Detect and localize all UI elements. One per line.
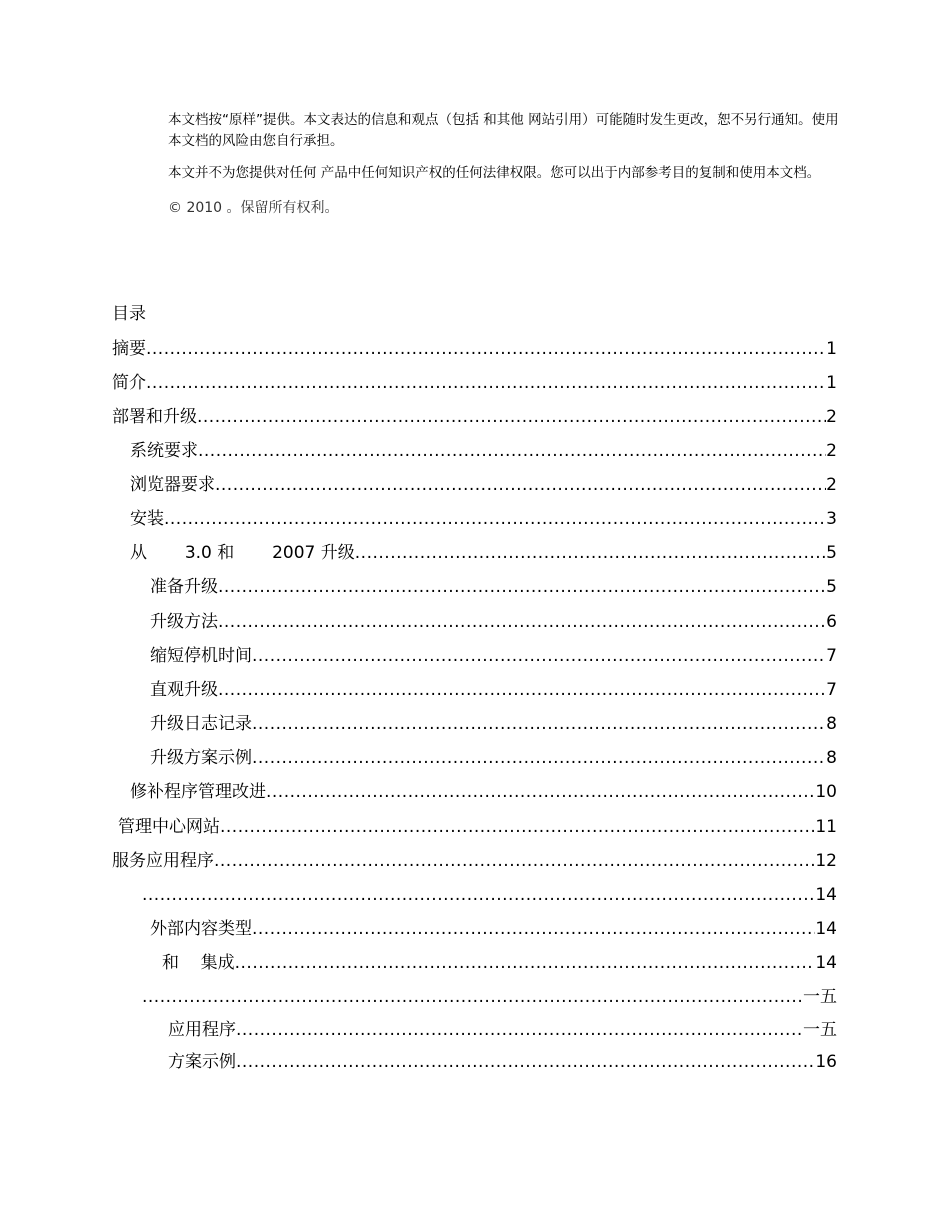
toc-leader-dots bbox=[218, 575, 826, 599]
toc-page-number: 1 bbox=[826, 373, 837, 393]
toc-entry-label: 方案示例 bbox=[168, 1052, 236, 1072]
disclaimer-paragraph-2: 本文并不为您提供对任何 产品中任何知识产权的任何法律权限。您可以出于内部参考目的复制和使用本文档。 bbox=[168, 165, 821, 181]
toc-leader-dots bbox=[235, 951, 816, 975]
toc-page-number: 16 bbox=[815, 1052, 837, 1072]
toc-page-number: 2 bbox=[826, 407, 837, 427]
toc-leader-dots bbox=[252, 746, 826, 770]
toc-page-number: 5 bbox=[826, 543, 837, 563]
toc-entry-untitled-14[interactable] bbox=[142, 883, 837, 907]
toc-entry-label: 缩短停机时间 bbox=[150, 646, 252, 666]
toc-entry-label: 升级日志记录 bbox=[150, 714, 252, 734]
toc-page-number: 6 bbox=[826, 612, 837, 632]
toc-leader-dots bbox=[220, 815, 815, 839]
toc-entry-browser-requirements[interactable] bbox=[130, 473, 837, 497]
toc-entry-label: 管理中心网站 bbox=[118, 817, 220, 837]
toc-entry-deployment-upgrade[interactable] bbox=[112, 405, 837, 429]
toc-entry-label: 修补程序管理改进 bbox=[130, 782, 266, 802]
toc-entry-upgrade-logging[interactable] bbox=[150, 712, 837, 736]
toc-leader-dots bbox=[218, 610, 826, 634]
toc-leader-dots bbox=[198, 439, 826, 463]
toc-leader-dots bbox=[214, 849, 815, 873]
toc-entry-label: 应用程序 bbox=[168, 1020, 236, 1040]
toc-leader-dots bbox=[252, 712, 826, 736]
toc-page-number: 8 bbox=[826, 714, 837, 734]
toc-entry-upgrade-scenario-examples[interactable] bbox=[150, 746, 837, 770]
toc-entry-visual-upgrade[interactable] bbox=[150, 678, 837, 702]
toc-page-number: 2 bbox=[826, 441, 837, 461]
toc-page-number: 14 bbox=[815, 885, 837, 905]
toc-entry-label: 准备升级 bbox=[150, 577, 218, 597]
toc-entry-label: 升级方案示例 bbox=[150, 748, 252, 768]
toc-entry-upgrade-methods[interactable] bbox=[150, 610, 837, 634]
toc-entry-reduce-downtime[interactable] bbox=[150, 644, 837, 668]
toc-entry-summary[interactable] bbox=[112, 337, 837, 361]
toc-leader-dots bbox=[218, 678, 826, 702]
toc-page-number: 10 bbox=[815, 782, 837, 802]
toc-entry-label: 部署和升级 bbox=[112, 407, 197, 427]
toc-entry-label: 升级方法 bbox=[150, 612, 218, 632]
toc-leader-dots bbox=[252, 917, 815, 941]
toc-entry-label: 外部内容类型 bbox=[150, 919, 252, 939]
toc-page-number: 14 bbox=[815, 953, 837, 973]
toc-entry-prepare-upgrade[interactable] bbox=[150, 575, 837, 599]
toc-entry-introduction[interactable] bbox=[112, 371, 837, 395]
disclaimer-paragraph-1: 本文档按“原样”提供。本文表达的信息和观点（包括 和其他 网站引用）可能随时发生更改，恕不另行通知。使用本文档的风险由您自行承担。 bbox=[168, 112, 839, 149]
toc-page-number: 1 bbox=[826, 339, 837, 359]
toc-page-number: 7 bbox=[826, 680, 837, 700]
toc-entry-label: 简介 bbox=[112, 373, 146, 393]
toc-page-number: 8 bbox=[826, 748, 837, 768]
toc-page-number: 12 bbox=[815, 851, 837, 871]
toc-entry-label: 安装 bbox=[130, 509, 164, 529]
toc-entry-label: 系统要求 bbox=[130, 441, 198, 461]
toc-entry-external-content-types[interactable] bbox=[150, 917, 837, 941]
disclaimer-block bbox=[168, 110, 840, 230]
toc-leader-dots bbox=[146, 337, 826, 361]
toc-page-number: 3 bbox=[826, 509, 837, 529]
toc-page-number: 11 bbox=[815, 817, 837, 837]
toc-leader-dots bbox=[142, 985, 803, 1009]
toc-leader-dots bbox=[146, 371, 826, 395]
toc-entry-integration[interactable] bbox=[162, 951, 837, 975]
toc-entry-patch-management[interactable] bbox=[130, 780, 837, 804]
toc-entry-installation[interactable] bbox=[130, 507, 837, 531]
toc-entry-label: 从 3.0 和 2007 升级 bbox=[130, 543, 355, 563]
copyright-notice: © 2010 。保留所有权利。 bbox=[168, 200, 339, 216]
toc-leader-dots bbox=[142, 883, 815, 907]
toc-title: 目录 bbox=[112, 304, 146, 324]
toc-entry-upgrade-from[interactable] bbox=[130, 541, 837, 565]
toc-leader-dots bbox=[236, 1050, 815, 1074]
toc-leader-dots bbox=[236, 1018, 803, 1042]
toc-entry-applications[interactable] bbox=[168, 1018, 837, 1042]
toc-entry-label: 浏览器要求 bbox=[130, 475, 215, 495]
toc-entry-untitled-15[interactable] bbox=[142, 985, 837, 1009]
toc-leader-dots bbox=[355, 541, 826, 565]
toc-leader-dots bbox=[164, 507, 826, 531]
toc-entry-label: 直观升级 bbox=[150, 680, 218, 700]
toc-page-number: 5 bbox=[826, 577, 837, 597]
toc-entry-label: 服务应用程序 bbox=[112, 851, 214, 871]
toc-entry-system-requirements[interactable] bbox=[130, 439, 837, 463]
toc-leader-dots bbox=[215, 473, 826, 497]
toc-entry-label: 摘要 bbox=[112, 339, 146, 359]
toc-page-number: 一五 bbox=[803, 987, 837, 1007]
toc-entry-scenario-examples[interactable] bbox=[168, 1050, 837, 1074]
toc-leader-dots bbox=[197, 405, 826, 429]
toc-leader-dots bbox=[252, 644, 826, 668]
toc-page-number: 2 bbox=[826, 475, 837, 495]
toc-page-number: 7 bbox=[826, 646, 837, 666]
toc-entry-service-applications[interactable] bbox=[112, 849, 837, 873]
toc-page-number: 一五 bbox=[803, 1020, 837, 1040]
toc-entry-central-admin[interactable] bbox=[118, 815, 837, 839]
toc-entry-label: 和 集成 bbox=[162, 953, 235, 973]
toc-leader-dots bbox=[266, 780, 815, 804]
toc-page-number: 14 bbox=[815, 919, 837, 939]
